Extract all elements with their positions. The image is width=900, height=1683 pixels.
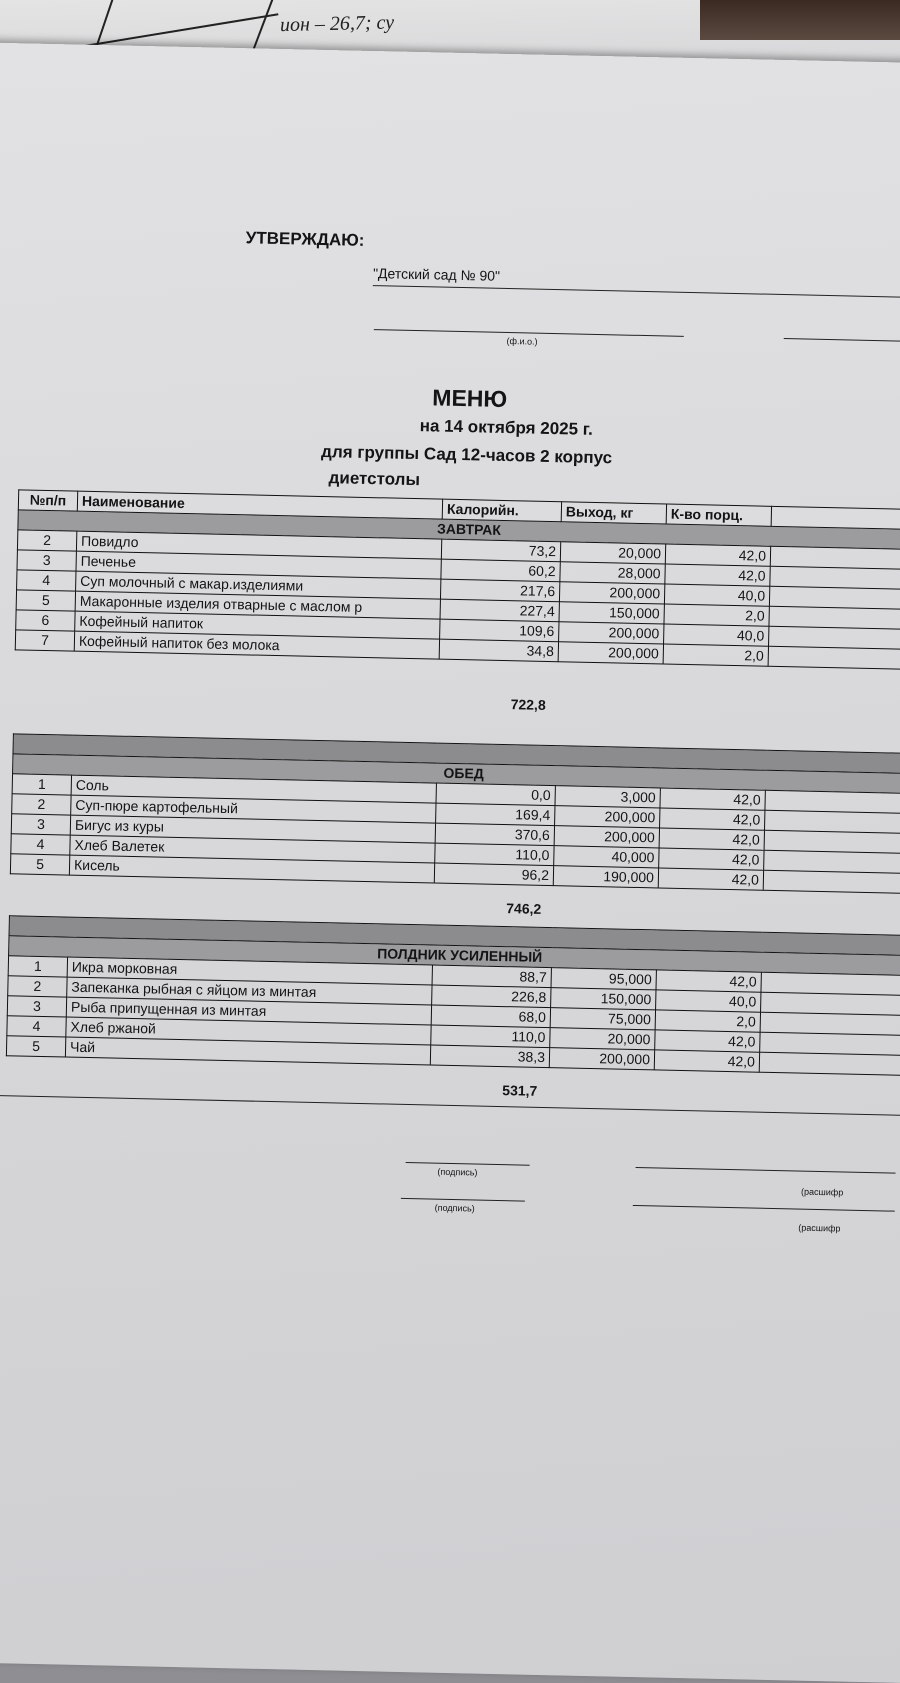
row-portions: 42,0 — [658, 868, 763, 890]
header-calories: Калорийн. — [442, 499, 561, 522]
row-no: 6 — [16, 610, 75, 631]
signature-line-2 — [401, 1198, 525, 1202]
decode-line-1 — [636, 1167, 896, 1174]
fio-signature-line-right — [784, 338, 900, 342]
row-portions: 2,0 — [664, 604, 769, 626]
row-calories: 73,2 — [441, 539, 560, 562]
row-output: 200,000 — [559, 622, 664, 644]
row-no: 5 — [6, 1036, 65, 1057]
row-name: Рыба припущенная из минтая — [66, 997, 431, 1025]
row-name: Макаронные изделия отварные с маслом р — [75, 591, 440, 619]
background-snippet-text: ион – 26,7; су — [279, 11, 395, 37]
row-no: 3 — [17, 550, 76, 571]
diet-line: диетстолы — [328, 468, 421, 490]
row-name: Соль — [71, 775, 436, 803]
organization-underline — [373, 285, 900, 298]
row-calories: 88,7 — [432, 965, 551, 988]
snack-table — [6, 915, 900, 1076]
row-portions: 42,0 — [654, 1050, 759, 1072]
lunch-table — [10, 733, 900, 894]
row-output: 150,000 — [559, 602, 664, 624]
row-no: 4 — [11, 834, 70, 855]
document-title: МЕНЮ — [432, 384, 508, 413]
lunch-total: 746,2 — [506, 900, 542, 917]
row-no: 3 — [11, 814, 70, 835]
row-portions: 42,0 — [665, 544, 770, 566]
row-calories: 227,4 — [440, 599, 559, 622]
row-calories: 96,2 — [434, 863, 553, 886]
row-output: 3,000 — [555, 786, 660, 808]
row-calories: 110,0 — [435, 843, 554, 866]
row-portions: 42,0 — [665, 564, 770, 586]
decode-label-2: (расшифр — [798, 1222, 841, 1234]
row-name: Суп-пюре картофельный — [71, 795, 436, 823]
row-portions: 40,0 — [656, 990, 761, 1012]
row-extra — [768, 646, 900, 669]
row-calories: 169,4 — [436, 803, 555, 826]
row-portions: 42,0 — [659, 848, 764, 870]
row-portions: 42,0 — [660, 788, 765, 810]
signature-label-2: (подпись) — [434, 1202, 475, 1214]
group-line: для группы Сад 12-часов 2 корпус — [320, 441, 613, 468]
row-no: 3 — [7, 996, 66, 1017]
row-output: 150,000 — [551, 988, 656, 1010]
section-title: ОБЕД — [13, 754, 900, 794]
row-output: 200,000 — [549, 1048, 654, 1070]
row-no: 4 — [17, 570, 76, 591]
fio-label: (ф.и.о.) — [506, 335, 538, 347]
row-output: 200,000 — [558, 642, 663, 664]
row-name: Бигус из куры — [70, 815, 435, 843]
row-output: 200,000 — [554, 826, 659, 848]
row-no: 5 — [10, 854, 69, 875]
row-no: 1 — [8, 956, 67, 977]
row-calories: 217,6 — [440, 579, 559, 602]
row-name: Чай — [65, 1037, 430, 1065]
row-output: 20,000 — [560, 542, 665, 564]
snack-total: 531,7 — [502, 1082, 538, 1099]
row-no: 4 — [7, 1016, 66, 1037]
row-name: Кофейный напиток — [75, 611, 440, 639]
decode-line-2 — [633, 1205, 895, 1212]
row-no: 2 — [12, 794, 71, 815]
row-output: 28,000 — [560, 562, 665, 584]
bottom-rule — [0, 1095, 900, 1117]
row-calories: 226,8 — [432, 985, 551, 1008]
row-output: 200,000 — [555, 806, 660, 828]
table-surface-edge — [700, 0, 900, 40]
organization-name: "Детский сад № 90" — [372, 265, 501, 284]
row-calories: 110,0 — [431, 1025, 550, 1048]
row-output: 20,000 — [550, 1028, 655, 1050]
row-no: 2 — [8, 976, 67, 997]
row-calories: 68,0 — [431, 1005, 550, 1028]
row-name: Кисель — [69, 855, 434, 883]
row-output: 190,000 — [553, 866, 658, 888]
row-calories: 370,6 — [435, 823, 554, 846]
breakfast-table — [15, 489, 900, 670]
row-name: Запеканка рыбная с яйцом из минтая — [67, 977, 432, 1005]
row-no: 2 — [17, 530, 76, 551]
row-name: Хлеб ржаной — [66, 1017, 431, 1045]
row-name: Хлеб Валетек — [70, 835, 435, 863]
header-name: Наименование — [77, 491, 442, 519]
row-extra — [763, 870, 900, 893]
row-name: Суп молочный с макар.изделиями — [76, 571, 441, 599]
row-calories: 60,2 — [441, 559, 560, 582]
row-no: 7 — [15, 630, 74, 651]
row-portions: 2,0 — [663, 644, 768, 666]
row-name: Икра морковная — [67, 957, 432, 985]
decode-label-1: (расшифр — [801, 1186, 844, 1198]
row-output: 40,000 — [554, 846, 659, 868]
row-calories: 0,0 — [436, 783, 555, 806]
row-portions: 42,0 — [660, 808, 765, 830]
row-portions: 42,0 — [659, 828, 764, 850]
row-portions: 42,0 — [656, 970, 761, 992]
row-name: Печенье — [76, 551, 441, 579]
breakfast-total: 722,8 — [510, 696, 546, 713]
row-portions: 40,0 — [664, 584, 769, 606]
row-no: 5 — [16, 590, 75, 611]
row-name: Повидло — [76, 531, 441, 559]
row-output: 95,000 — [551, 968, 656, 990]
signature-line-1 — [406, 1162, 530, 1166]
row-calories: 109,6 — [440, 619, 559, 642]
approve-label: УТВЕРЖДАЮ: — [245, 228, 365, 250]
row-portions: 42,0 — [655, 1030, 760, 1052]
row-output: 200,000 — [559, 582, 664, 604]
row-name: Кофейный напиток без молока — [74, 631, 439, 659]
row-output: 75,000 — [550, 1008, 655, 1030]
row-calories: 38,3 — [430, 1045, 549, 1068]
document-date: на 14 октября 2025 г. — [419, 416, 594, 439]
header-no: №п/п — [18, 490, 77, 511]
section-title: ПОЛДНИК УСИЛЕННЫЙ — [9, 936, 900, 976]
section-title: ЗАВТРАК — [18, 510, 900, 550]
row-extra — [759, 1052, 900, 1075]
menu-document-sheet — [0, 42, 900, 1683]
row-no: 1 — [12, 774, 71, 795]
header-portions: К-во порц. — [666, 504, 771, 526]
signature-label-1: (подпись) — [437, 1166, 478, 1178]
row-portions: 40,0 — [664, 624, 769, 646]
header-output: Выход, кг — [561, 502, 666, 524]
row-calories: 34,8 — [439, 639, 558, 662]
row-portions: 2,0 — [655, 1010, 760, 1032]
